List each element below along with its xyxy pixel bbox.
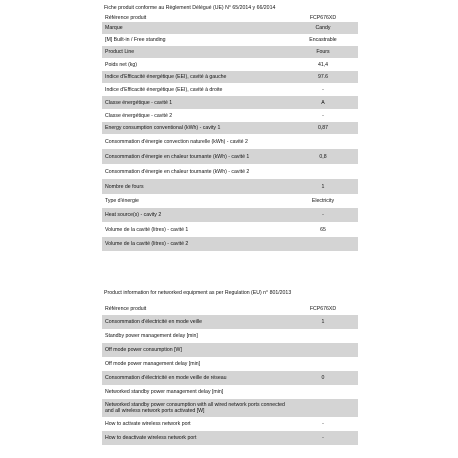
row-label: Classe énergétique - cavité 2 xyxy=(105,112,173,119)
row-label: How to activate wireless network port xyxy=(105,421,191,427)
row-label: Standby power management delay [min] xyxy=(105,333,198,339)
table-row xyxy=(102,22,358,34)
table-row xyxy=(102,109,358,122)
table-row xyxy=(102,315,358,329)
row-label: Volume de la cavité (litres) - cavité 1 xyxy=(105,226,189,233)
row-label: Volume de la cavité (litres) - cavité 2 xyxy=(105,241,189,247)
row-value: - xyxy=(322,112,324,119)
row-label: Type d'énergie xyxy=(105,198,139,204)
table-row xyxy=(102,385,358,399)
row-value: 41,4 xyxy=(317,61,329,68)
row-value: 97.6 xyxy=(317,74,329,80)
table-row xyxy=(102,208,358,222)
row-label: Energy consumption conventional (kWh) - cavity 1 xyxy=(105,125,221,131)
row-label: Référence produit xyxy=(105,305,147,312)
row-value: A xyxy=(321,99,325,106)
table-row xyxy=(102,164,358,179)
row-value: Candy xyxy=(315,25,331,31)
row-label: Consommation d'énergie en chaleur tournante (kWh) - cavité 2 xyxy=(105,168,250,175)
table-row xyxy=(102,34,358,46)
row-value: 65 xyxy=(320,226,326,233)
row-value: 0 xyxy=(321,375,325,381)
row-value: 1 xyxy=(321,319,325,325)
row-label: Product Line xyxy=(105,49,135,55)
row-label: Poids net (kg) xyxy=(105,61,138,68)
row-value: Fours xyxy=(316,49,330,55)
table-row xyxy=(102,237,358,251)
row-label: Off mode power management delay [min] xyxy=(105,361,201,367)
row-value: 0,87 xyxy=(317,125,329,131)
table-row xyxy=(102,222,358,237)
table-row xyxy=(102,194,358,208)
row-value: - xyxy=(322,435,324,441)
row-label: Nombre de fours xyxy=(105,183,144,190)
section2-table xyxy=(102,302,358,445)
table-row xyxy=(102,399,358,417)
section1-table xyxy=(102,13,358,251)
table-row xyxy=(102,122,358,134)
table-row xyxy=(102,71,358,83)
row-label: Heat source(s) - cavity 2 xyxy=(105,212,162,218)
table-row xyxy=(102,302,358,315)
row-value: 0,8 xyxy=(319,153,327,160)
row-value: - xyxy=(322,421,324,427)
row-value: 1 xyxy=(321,183,325,190)
table-row xyxy=(102,357,358,371)
row-label: Indice d'Efficacité énergétique (EEI), cavité à gauche xyxy=(105,74,227,80)
row-label: Consommation d'énergie convection naturelle (kWh) - cavité 2 xyxy=(105,138,248,145)
row-label: Classe énergétique - cavité 1 xyxy=(105,99,173,106)
row-value: Encastrable xyxy=(309,37,337,43)
row-label: Indice d'Efficacité énergétique (EEI), cavité à droite xyxy=(105,86,223,93)
section1-title: Fiche produit conforme au Règlement Délégué (UE) N° 65/2014 y 66/2014 xyxy=(104,5,276,11)
table-row xyxy=(102,343,358,357)
table-row xyxy=(102,83,358,96)
row-label: Marque xyxy=(105,25,123,31)
table-row xyxy=(102,371,358,385)
table-row xyxy=(102,96,358,109)
row-label: Off mode power consumption [W] xyxy=(105,347,182,353)
table-row xyxy=(102,417,358,431)
table-row xyxy=(102,329,358,343)
row-value: FCP676XD xyxy=(309,14,337,21)
row-label: [M] Built-in / Free standing xyxy=(105,37,166,43)
section2-title: Product information for networked equipment as per Regulation (EU) n° 801/2013 xyxy=(104,290,292,296)
table-row xyxy=(102,58,358,71)
row-label: How to deactivate wireless network port xyxy=(105,435,197,441)
row-label: Consommation d'électricité en mode veille xyxy=(105,319,203,325)
table-row xyxy=(102,134,358,149)
row-label: Référence produit xyxy=(105,14,147,21)
table-row xyxy=(102,149,358,164)
table-row xyxy=(102,179,358,194)
row-value: FCP676XD xyxy=(309,305,337,312)
row-label: Networked standby power management delay [min] xyxy=(105,389,224,395)
row-label: Consommation d'électricité en mode veille de réseau xyxy=(105,375,227,381)
row-label: Networked standby power consumption with all wired network ports connected and all wireless network ports activated [W] xyxy=(105,402,285,414)
table-row xyxy=(102,13,358,22)
row-value: - xyxy=(322,212,324,218)
table-row xyxy=(102,46,358,58)
row-value: - xyxy=(322,86,324,93)
row-value: Electricity xyxy=(311,198,335,204)
row-label: Consommation d'énergie en chaleur tournante (kWh) - cavité 1 xyxy=(105,153,250,160)
table-row xyxy=(102,431,358,445)
